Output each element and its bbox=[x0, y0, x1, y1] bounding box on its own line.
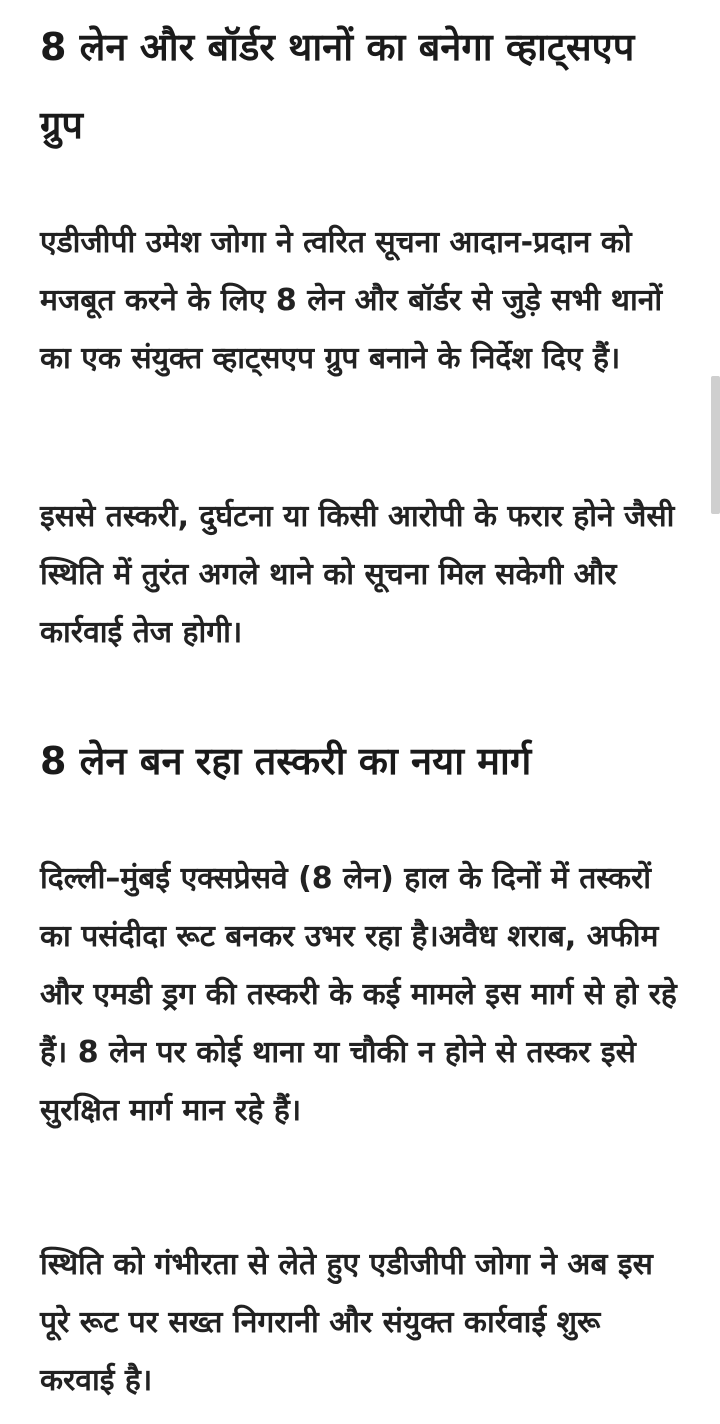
paragraph-strict-monitoring: स्थिति को गंभीरता से लेते हुए एडीजीपी जोगा ने अब इस पूरे रूट पर सख्त निगरानी और संयुक्त कार्रवाई शुरू करवाई है। bbox=[40, 1247, 653, 1398]
paragraph-expressway-smuggling: दिल्ली–मुंबई एक्सप्रेसवे (8 लेन) हाल के दिनों में तस्करों का पसंदीदा रूट बनकर उभर रहा है।अवैध शराब, अफीम और एमडी ड्रग की तस्करी के कई मामले इस मार्ग से हो रहे हैं। 8 लेन पर कोई थाना या चौकी न होने से तस्कर इसे सुरक्षित मार्ग मान रहे हैं। bbox=[40, 861, 677, 1128]
paragraph-quick-information: इससे तस्करी, दुर्घटना या किसी आरोपी के फरार होने जैसी स्थिति में तुरंत अगले थाने को सूचना मिल सकेगी और कार्रवाई तेज होगी। bbox=[40, 499, 675, 650]
scrollbar-thumb[interactable] bbox=[711, 376, 720, 514]
paragraph-whatsapp-directive: एडीजीपी उमेश जोगा ने त्वरित सूचना आदान-प्रदान को मजबूत करने के लिए 8 लेन और बॉर्डर से जुड़े सभी थानों का एक संयुक्त व्हाट्सएप ग्रुप बनाने के निर्देश दिए हैं। bbox=[40, 225, 663, 376]
section-heading-smuggling-route: 8 लेन बन रहा तस्करी का नया मार्ग bbox=[40, 739, 532, 783]
section-heading-whatsapp-group: 8 लेन और बॉर्डर थानों का बनेगा व्हाट्सएप ग्रुप bbox=[40, 25, 635, 147]
